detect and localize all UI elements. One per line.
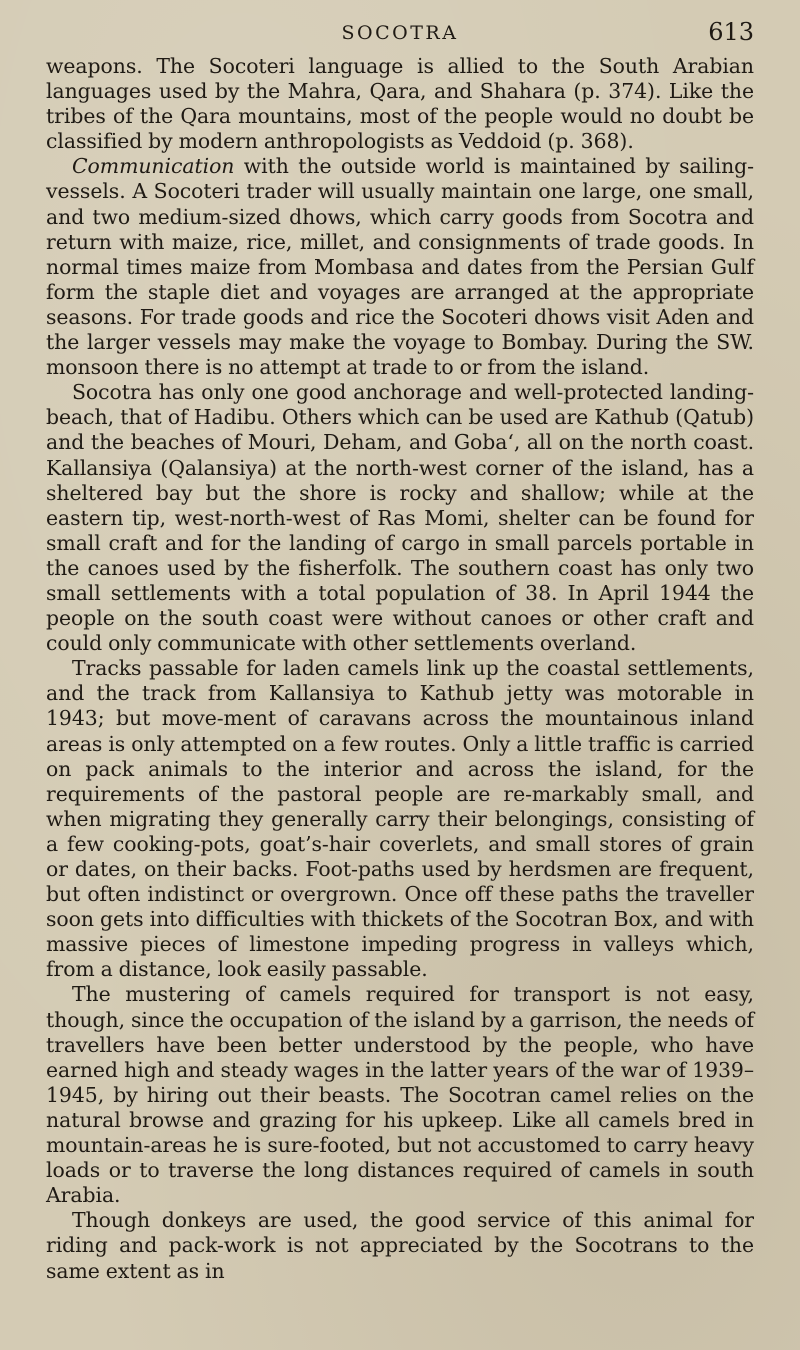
paragraph-1-text: weapons. The Socoteri language is allied to the South Arabian languages used by the Mahra, Qara, and Shahara (p. 374). Like the tribes of the Qara mountains, most of the people would no doubt be classified by modern anthropologists as Veddoid (p. 368). xyxy=(46,54,754,154)
paragraph-3-text: Socotra has only one good anchorage and well-protected landing-beach, that of Hadibu. Others which can be used are Kathub (Qatub) and the beaches of Mouri, Deham, and Goba‘, all on the north coast. Kallansiya (Qalansiya) at the north-west corner of the island, has a sheltered bay but the shore is rocky and shallow; while at the eastern tip, west-north-west of Ras Momi, shelter can be found for small craft and for the landing of cargo in small parcels portable in the canoes used by the fisherfolk. The southern coast has only two small settlements with a total population of 38. In April 1944 the people on the south coast were without canoes or other craft and could only communicate with other settlements overland. xyxy=(46,380,754,656)
paragraph-5-text: The mustering of camels required for transport is not easy, though, since the occupation of the island by a garrison, the needs of travellers have been better understood by the people, who have earned high and steady wages in the latter years of the war of 1939–1945, by hiring out their beasts. The Socotran camel relies on the natural browse and grazing for his upkeep. Like all camels bred in mountain-areas he is sure-footed, but not accustomed to carry heavy loads or to traverse the long distances required of camels in south Arabia. xyxy=(46,982,754,1208)
paragraph-2-lead-italic: Communication xyxy=(72,154,235,179)
paragraph-5 xyxy=(46,982,754,1208)
body-text xyxy=(46,54,754,1284)
running-head: SOCOTRA xyxy=(341,22,459,44)
paragraph-1 xyxy=(46,54,754,154)
paragraph-4 xyxy=(46,656,754,982)
paragraph-2-text: with the outside world is maintained by sailing-vessels. A Socoteri trader will usually maintain one large, one small, and two medium-sized dhows, which carry goods from Socotra and return with maize, rice, millet, and consignments of trade goods. In normal times maize from Mombasa and dates from the Persian Gulf form the staple diet and voyages are arranged at the appropriate seasons. For trade goods and rice the Socoteri dhows visit Aden and the larger vessels may make the voyage to Bombay. During the SW. monsoon there is no attempt at trade to or from the island. xyxy=(46,154,754,380)
paragraph-4-text: Tracks passable for laden camels link up the coastal settlements, and the track from Kallansiya to Kathub jetty was motorable in 1943; but move-ment of caravans across the mountainous inland areas is only attempted on a few routes. Only a little traffic is carried on pack animals to the interior and across the island, for the requirements of the pastoral people are re-markably small, and when migrating they generally carry their belongings, consisting of a few cooking-pots, goat’s-hair coverlets, and small stores of grain or dates, on their backs. Foot-paths used by herdsmen are frequent, but often indistinct or overgrown. Once off these paths the traveller soon gets into difficulties with thickets of the Socotran Box, and with massive pieces of limestone impeding progress in valleys which, from a distance, look easily passable. xyxy=(46,656,754,982)
paragraph-6 xyxy=(46,1208,754,1283)
page-header xyxy=(46,14,754,54)
paragraph-2 xyxy=(46,154,754,380)
paragraph-6-text: Though donkeys are used, the good service of this animal for riding and pack-work is not appreciated by the Socotrans to the same extent as in xyxy=(46,1208,754,1283)
paragraph-3 xyxy=(46,380,754,656)
page-number: 613 xyxy=(708,18,754,46)
